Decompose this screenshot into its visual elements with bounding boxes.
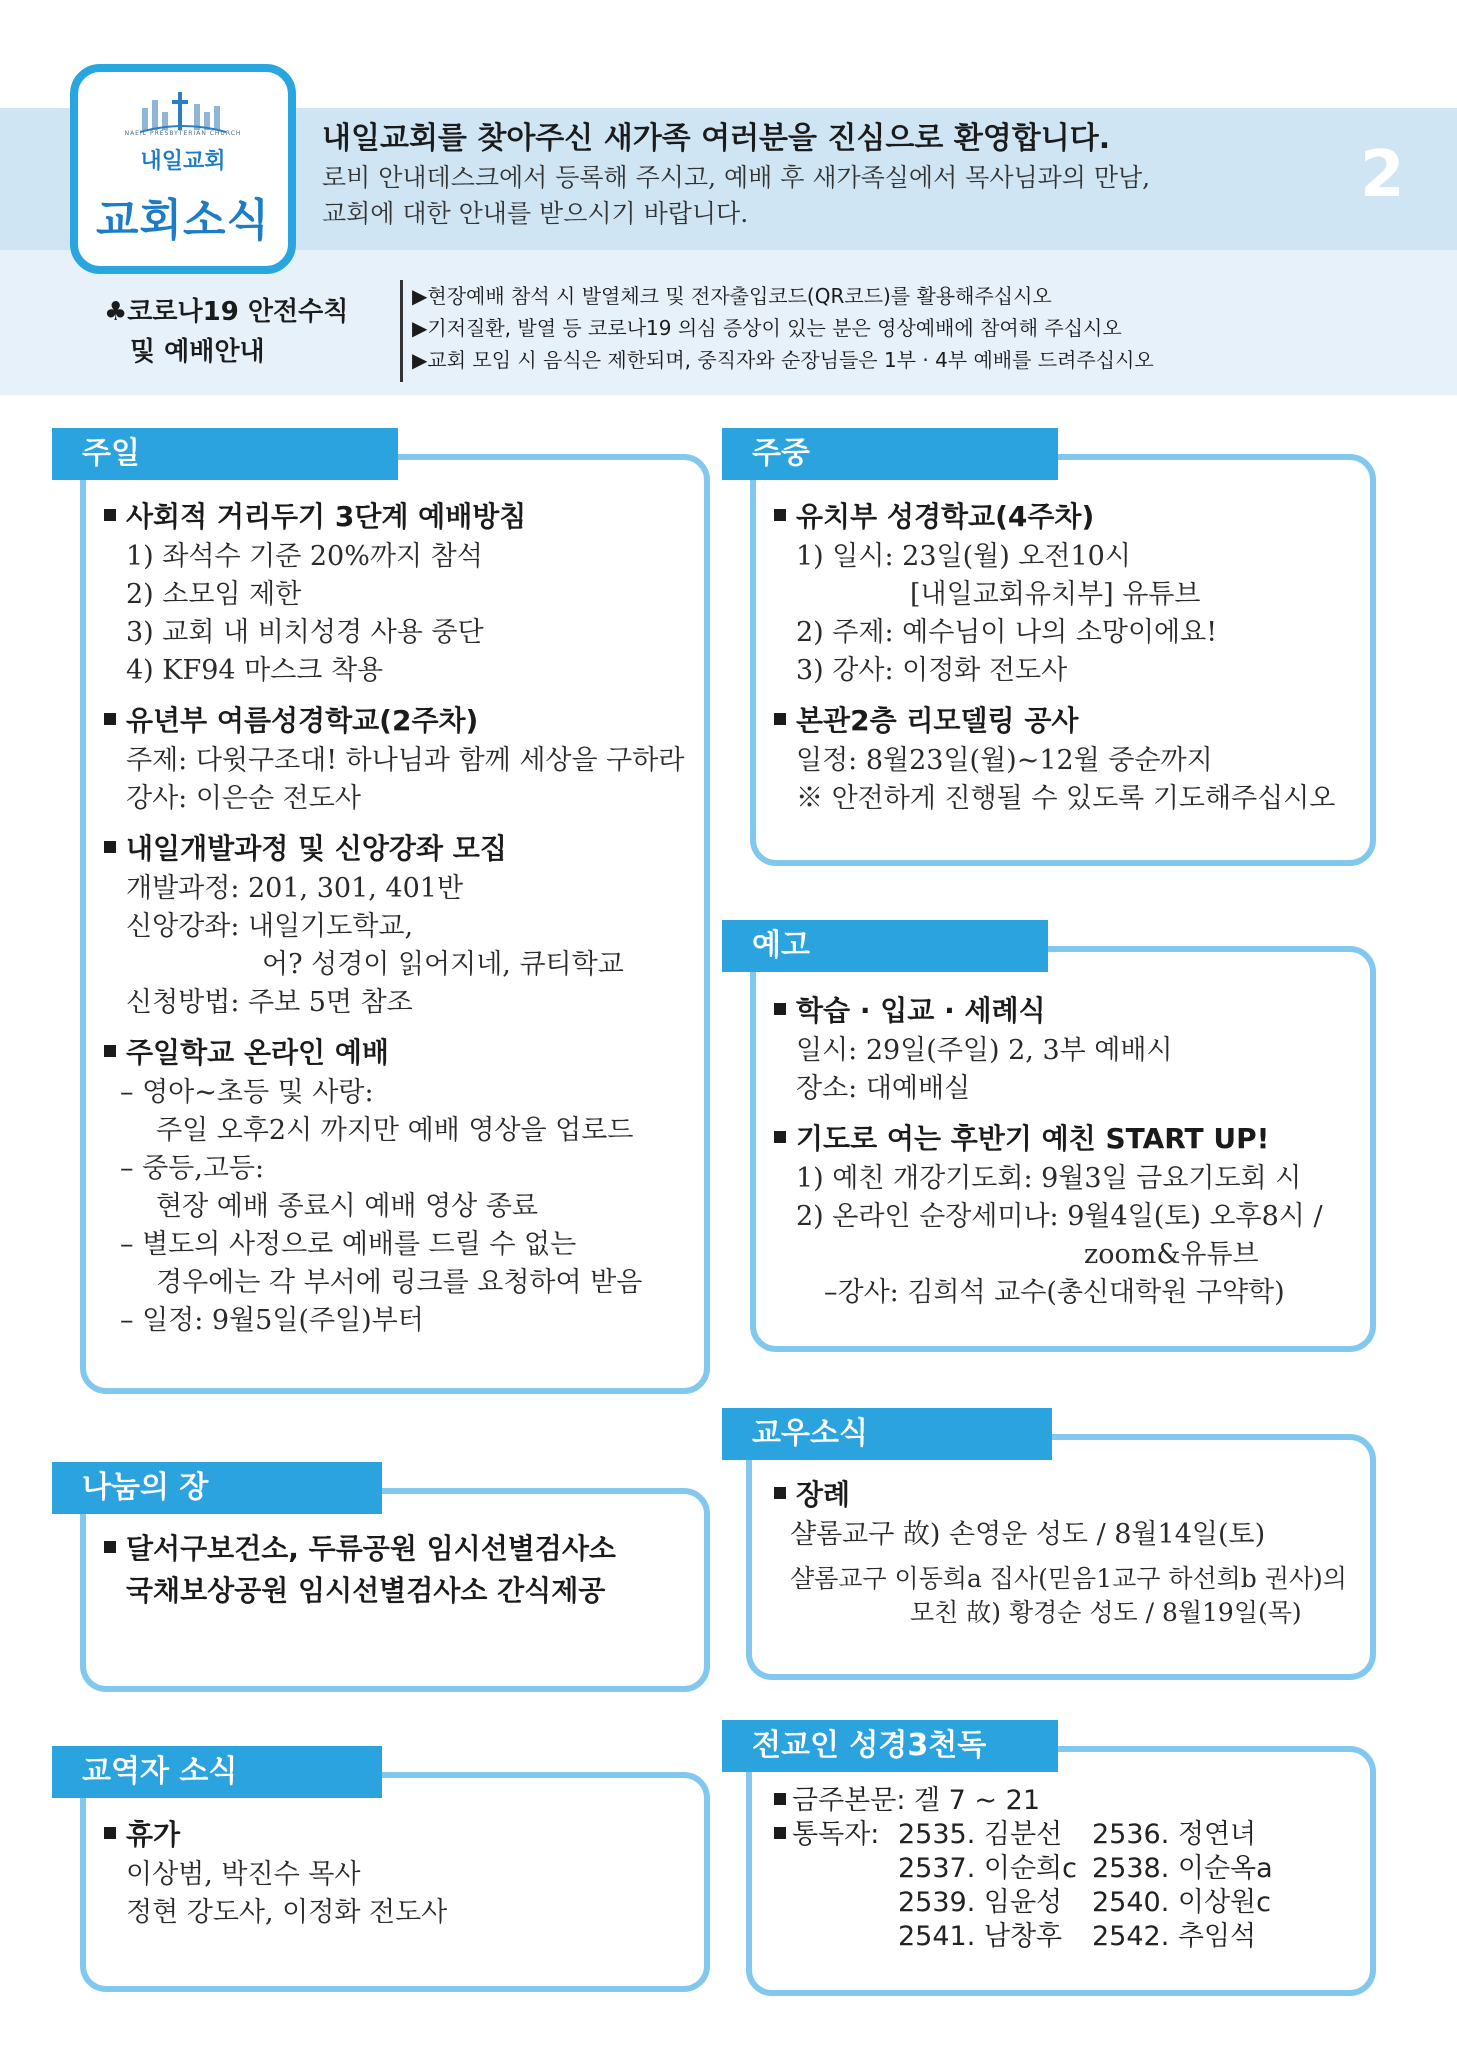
page-title: 교회소식 xyxy=(95,195,270,246)
sunday-content xyxy=(104,496,694,1340)
text-line: 2) 주제: 예수님이 나의 소망이에요! xyxy=(796,617,1218,648)
section-title: 기도로 여는 후반기 예친 START UP! xyxy=(774,1118,1364,1160)
covid-guidelines xyxy=(412,280,1154,376)
covid-title xyxy=(104,292,348,372)
text-line: 4) KF94 마스크 착용 xyxy=(126,655,384,686)
section-title: 사회적 거리두기 3단계 예배방침 xyxy=(104,496,694,538)
text-line: 일정: 8월23일(월)~12월 중순까지 xyxy=(796,745,1213,776)
text-line: 3) 강사: 이정화 전도사 xyxy=(796,655,1068,686)
text-line: 강사: 이은순 전도사 xyxy=(126,783,361,814)
text-line: 1) 예친 개강기도회: 9월3일 금요기도회 시 xyxy=(796,1163,1302,1194)
divider xyxy=(400,280,403,382)
church-logo xyxy=(70,64,296,274)
passage-line: 금주본문: 겔 7 ~ 21 xyxy=(774,1784,1370,1818)
covid-title-line: ♣코로나19 안전수칙 xyxy=(104,297,349,327)
text-line: 일시: 29일(주일) 2, 3부 예배시 xyxy=(796,1035,1173,1066)
text-line: 샬롬교구 이동희a 집사(믿음1교구 하선희b 권사)의 xyxy=(790,1564,1347,1593)
welcome-line: 로비 안내데스크에서 등록해 주시고, 예배 후 새가족실에서 목사님과의 만남, xyxy=(322,163,1151,192)
list-item: ▶현장예배 참석 시 발열체크 및 전자출입코드(QR코드)를 활용해주십시오 xyxy=(412,284,1052,308)
church-skyline-icon xyxy=(138,90,228,134)
readers-grid xyxy=(898,1818,1282,1954)
logo-subtitle: NAEIL PRESBYTERIAN CHURCH xyxy=(124,130,242,137)
welcome-line: 교회에 대한 안내를 받으시기 바랍니다. xyxy=(322,199,749,228)
section-title: 본관2층 리모델링 공사 xyxy=(774,700,1364,742)
section-title: 유년부 여름성경학교(2주차) xyxy=(104,700,694,742)
list-item: ▶기저질환, 발열 등 코로나19 의심 증상이 있는 분은 영상예배에 참여해 주십시오 xyxy=(412,316,1122,340)
section-title: 달서구보건소, 두류공원 임시선별검사소 xyxy=(104,1528,694,1570)
members-content xyxy=(774,1474,1370,1630)
section-title: 내일개발과정 및 신앙강좌 모집 xyxy=(104,828,694,870)
reader-name: 2539. 임윤성 xyxy=(898,1887,1063,1918)
covid-title-line: 및 예배안내 xyxy=(130,337,265,367)
reader-name: 2541. 남창후 xyxy=(898,1921,1063,1952)
text-line: 신청방법: 주보 5면 참조 xyxy=(126,987,413,1018)
members-tab: 교우소식 xyxy=(722,1408,1052,1460)
text-line: 이상범, 박진수 목사 xyxy=(126,1859,361,1890)
notice-content xyxy=(774,990,1364,1312)
text-line: zoom&유튜브 xyxy=(1084,1239,1259,1270)
staff-content xyxy=(104,1814,694,1932)
bible-reading-content xyxy=(774,1784,1370,1954)
logo-church-name: 내일교회 xyxy=(140,149,226,174)
bible-reading-tab: 전교인 성경3천독 xyxy=(722,1720,1058,1772)
text-line: 2) 온라인 순장세미나: 9월4일(토) 오후8시 / xyxy=(796,1201,1323,1232)
text-line: 경우에는 각 부서에 링크를 요청하여 받음 xyxy=(156,1267,643,1298)
reader-name: 2542. 추임석 xyxy=(1092,1921,1257,1952)
readers-label: 통독자: xyxy=(774,1818,898,1954)
text-line: – 일정: 9월5일(주일)부터 xyxy=(120,1305,424,1336)
section-title: 유치부 성경학교(4주차) xyxy=(774,496,1364,538)
text-line: ※ 안전하게 진행될 수 있도록 기도해주십시오 xyxy=(796,783,1336,814)
text-line: 모친 故) 황경순 성도 / 8월19일(목) xyxy=(910,1598,1302,1627)
notice-tab: 예고 xyxy=(722,920,1048,972)
text-line: 1) 일시: 23일(월) 오전10시 xyxy=(796,541,1131,572)
text-line: 개발과정: 201, 301, 401반 xyxy=(126,873,464,904)
text-line: 샬롬교구 故) 손영운 성도 / 8월14일(토) xyxy=(790,1519,1266,1550)
text-line: –강사: 김희석 교수(총신대학원 구약학) xyxy=(824,1277,1285,1308)
text-line: 장소: 대예배실 xyxy=(796,1073,971,1104)
text-line: – 중등,고등: xyxy=(120,1153,265,1184)
text-line: 신앙강좌: 내일기도학교, xyxy=(126,911,414,942)
text-line: – 별도의 사정으로 예배를 드릴 수 없는 xyxy=(120,1229,577,1260)
weekday-tab: 주중 xyxy=(722,428,1058,480)
welcome-heading: 내일교회를 찾아주신 새가족 여러분을 진심으로 환영합니다. xyxy=(322,121,1111,156)
reader-name: 2536. 정연녀 xyxy=(1092,1819,1257,1850)
text-line: 정현 강도사, 이정화 전도사 xyxy=(126,1897,448,1928)
sharing-tab: 나눔의 장 xyxy=(52,1462,382,1514)
section-title: 주일학교 온라인 예배 xyxy=(104,1032,694,1074)
text-line: 2) 소모임 제한 xyxy=(126,579,302,610)
staff-tab: 교역자 소식 xyxy=(52,1746,382,1798)
text-line: 주제: 다윗구조대! 하나님과 함께 세상을 구하라 xyxy=(126,745,685,776)
reader-name: 2538. 이순옥a xyxy=(1092,1853,1273,1884)
text-line: 현장 예배 종료시 예배 영상 종료 xyxy=(156,1191,538,1222)
text-line: 주일 오후2시 까지만 예배 영상을 업로드 xyxy=(156,1115,634,1146)
text-line: 어? 성경이 읽어지네, 큐티학교 xyxy=(262,949,624,980)
text-line: – 영아~초등 및 사랑: xyxy=(120,1077,374,1108)
section-title: 휴가 xyxy=(104,1814,694,1856)
text-line: 3) 교회 내 비치성경 사용 중단 xyxy=(126,617,484,648)
section-title: 장례 xyxy=(774,1474,1370,1516)
section-title: 학습 · 입교 · 세례식 xyxy=(774,990,1364,1032)
sharing-content xyxy=(104,1528,694,1612)
readers-block xyxy=(774,1818,1370,1954)
list-item: ▶교회 모임 시 음식은 제한되며, 중직자와 순장님들은 1부 · 4부 예배를 드려주십시오 xyxy=(412,348,1154,372)
reader-name: 2537. 이순희c xyxy=(898,1853,1077,1884)
sunday-tab: 주일 xyxy=(52,428,398,480)
reader-name: 2535. 김분선 xyxy=(898,1819,1063,1850)
section-title: 국채보상공원 임시선별검사소 간식제공 xyxy=(126,1574,606,1607)
text-line: 1) 좌석수 기준 20%까지 참석 xyxy=(126,541,483,572)
text-line: [내일교회유치부] 유튜브 xyxy=(910,579,1201,610)
weekday-content xyxy=(774,496,1364,818)
welcome-message xyxy=(322,118,1302,232)
page-number: 2 xyxy=(1360,138,1405,212)
reader-name: 2540. 이상원c xyxy=(1092,1887,1271,1918)
